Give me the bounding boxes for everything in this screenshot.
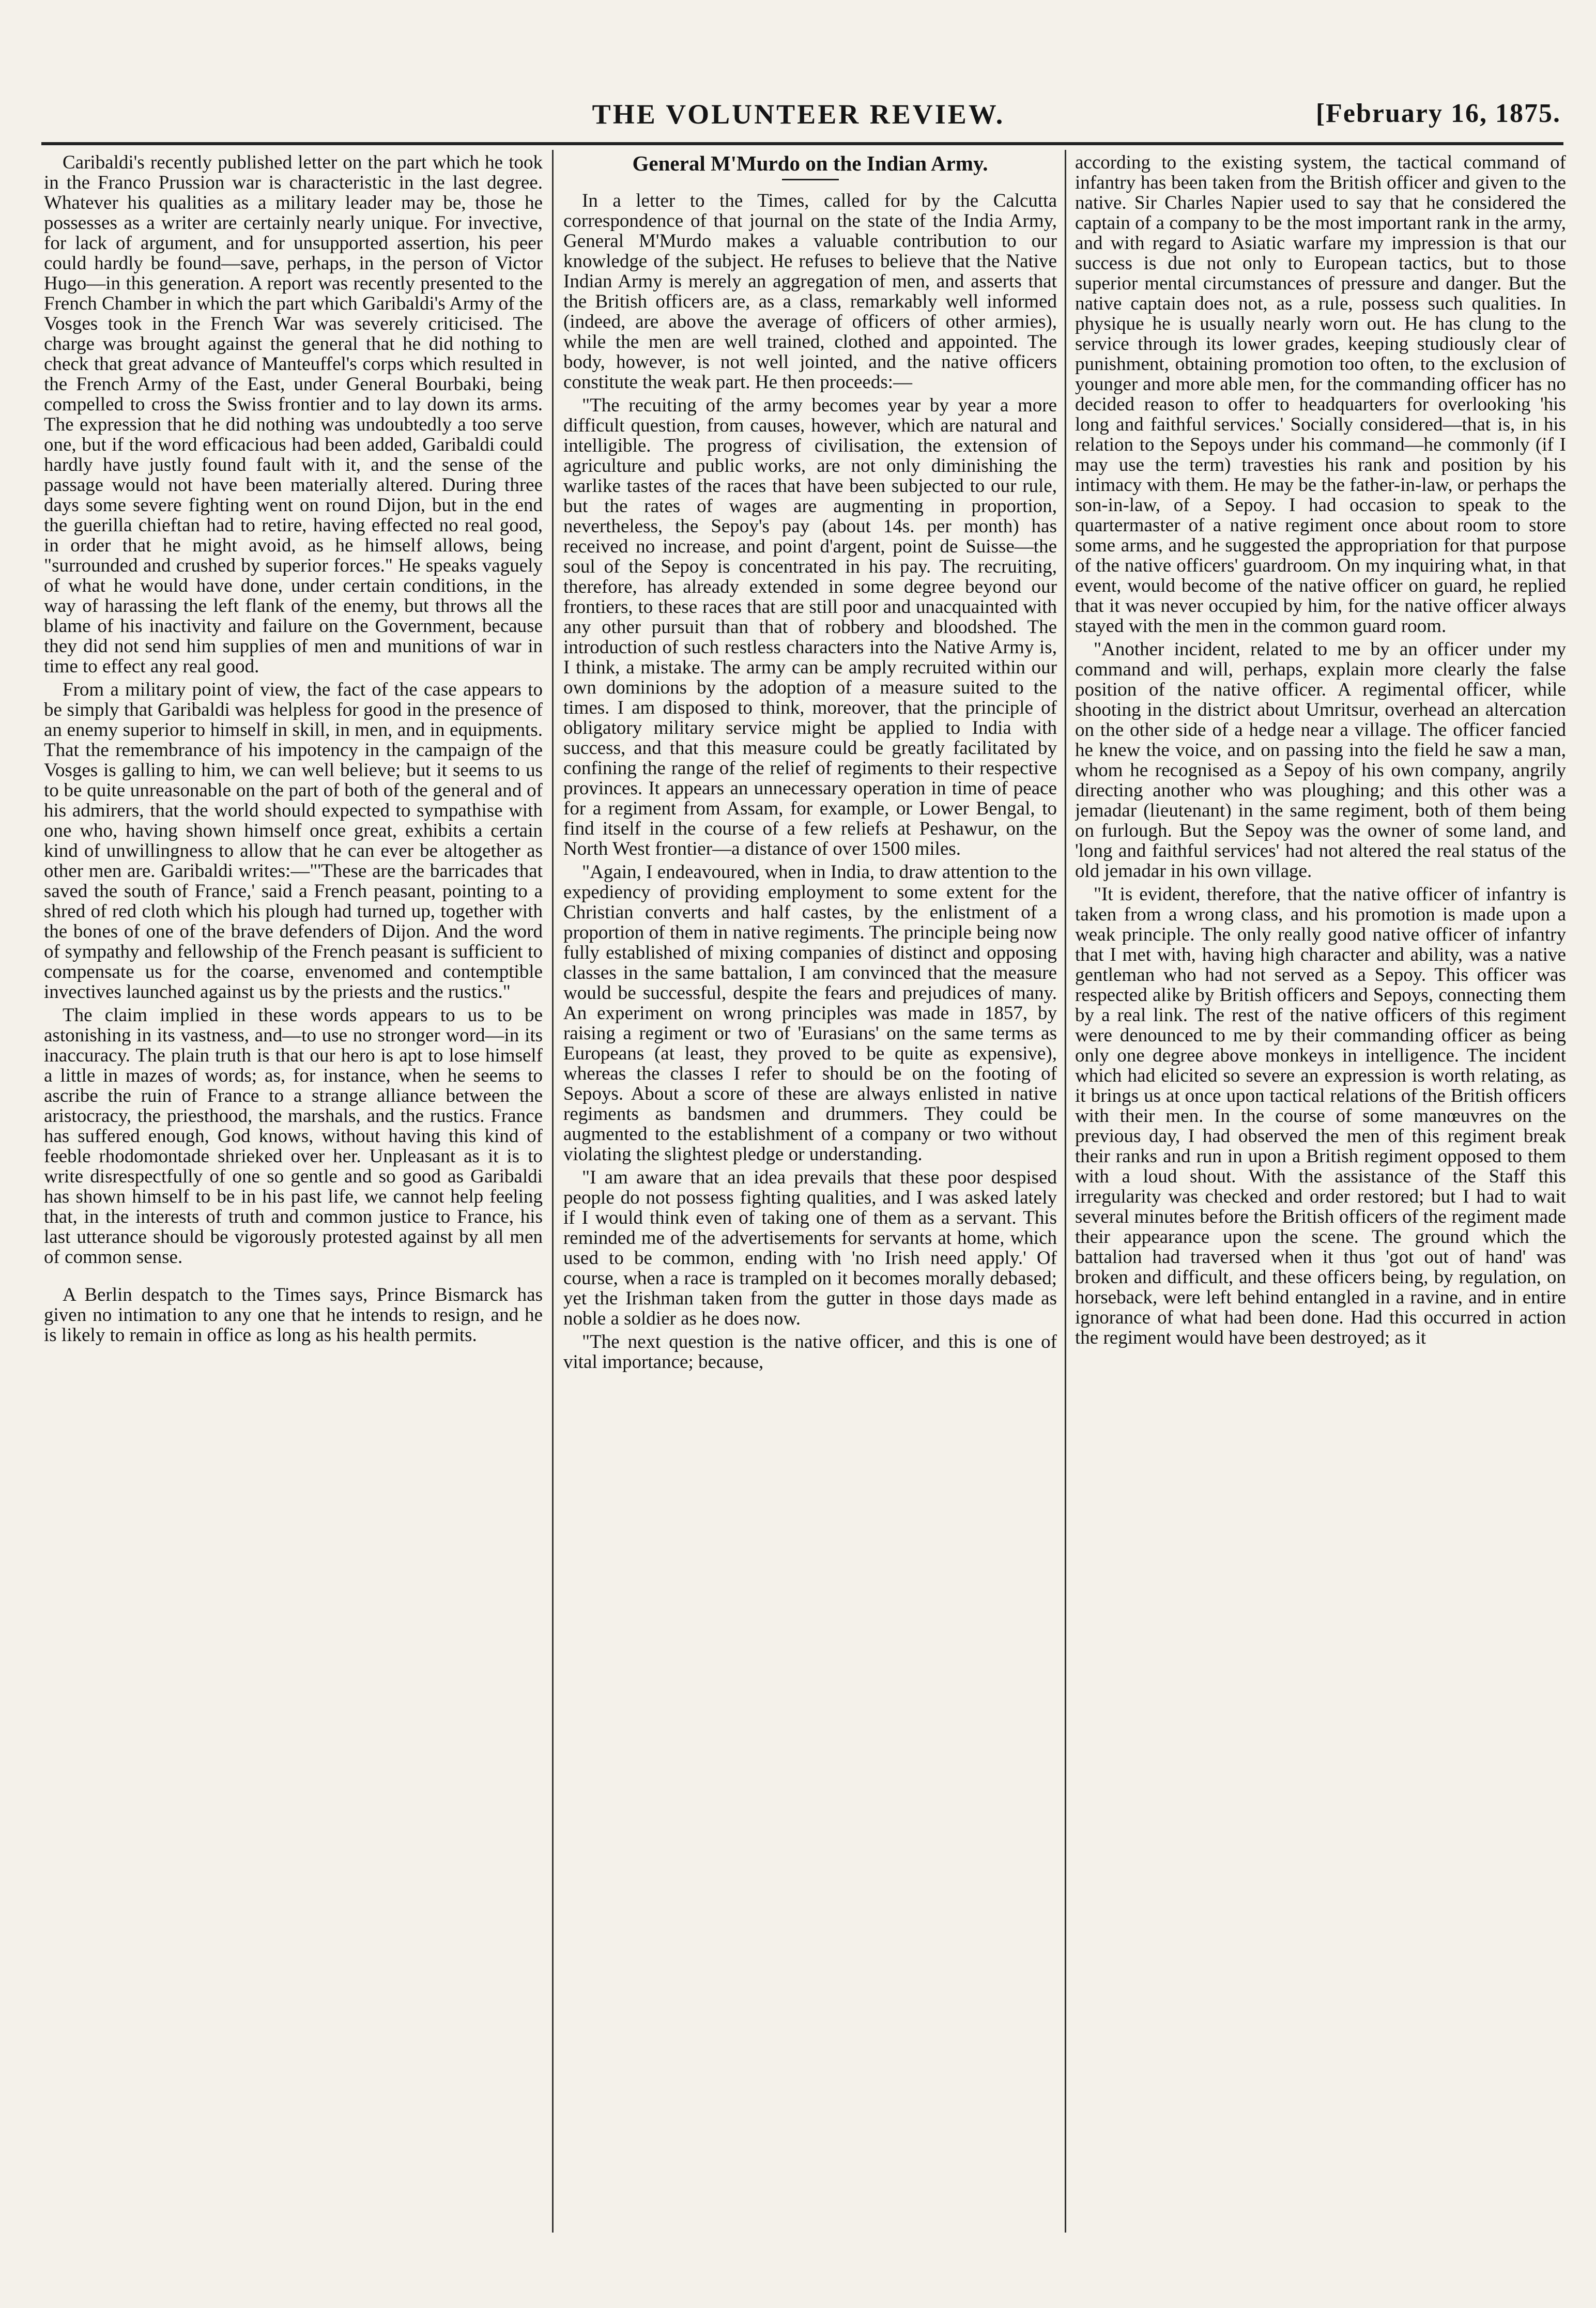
column-right	[1075, 152, 1566, 2230]
article-paragraph: "Another incident, related to me by an officer under my command and will, perhaps, explain more clearly the false position of the native officer. A regimental officer, while shooting in the district about Umritsur, overhead an altercation on the other side of a hedge near a village. The officer fancied he knew the voice, and on passing into the field he saw a man, whom he recognised as a Sepoy of his own company, angrily directing another who was ploughing; and this other was a jemadar (lieutenant) in the same regiment, both of them being on furlough. But the Sepoy was the owner of some land, and 'long and faithful services' had not altered the real status of the old jemadar in his own village.	[1075, 639, 1566, 882]
article-paragraph: "The next question is the native officer, and this is one of vital importance; because,	[563, 1331, 1057, 1373]
paragraph-gap	[44, 1270, 543, 1285]
garibaldi-paragraph: Caribaldi's recently published letter on the part which he took in the Franco Prussion war is characteristic in the last degree. Whatever his qualities as a military leader may be, those he possesses as a writer are certainly nearly unique. For invective, for lack of argument, and for unsupported assertion, his peer could hardly be found—save, perhaps, in the person of Victor Hugo—in this generation. A report was recently presented to the French Chamber in which the part which Garibaldi's Army of the Vosges took in the French War was severely criticised. The charge was brought against the general that he did nothing to check that great advance of Manteuffel's corps which resulted in the French Army of the East, under General Bourbaki, being compelled to cross the Swiss frontier and to lay down its arms. The expression that he did nothing was undoubtedly a too serve one, but if the word efficacious had been added, Garibaldi could hardly have justly found fault with it, and the sense of the passage would not have been materially altered. During three days some severe fighting went on round Dijon, but in the end the guerilla chieftan had to retire, having effected no real good, in order that he might avoid, as he himself allows, being "surrounded and crushed by superior forces." He speaks vaguely of what he would have done, under certain conditions, in the way of harassing the left flank of the enemy, but throws all the blame of his inactivity and failure on the Government, because they did not send him supplies of men and munitions of war in time to effect any real good.	[44, 152, 543, 677]
page-header	[36, 98, 1561, 140]
article-title: General M'Murdo on the Indian Army.	[632, 152, 988, 175]
column-divider	[1065, 150, 1066, 2233]
column-left	[44, 152, 543, 2230]
article-paragraph: "The recuiting of the army becomes year by year a more difficult question, from causes, however, which are natural and intelligible. The progress of civilisation, the extension of agriculture and public works, are not only diminishing the warlike tastes of the races that have been subjected to our rule, but the rates of wages are augmenting in proportion, nevertheless, the Sepoy's pay (about 14s. per month) has received no increase, and point d'argent, point de Suisse—the soul of the Sepoy is concentrated in his pay. The recruiting, therefore, has already extended in some degree beyond our frontiers, to these races that are still poor and unacquainted with any other pursuit than that of robbery and bloodshed. The introduction of such restless characters into the Native Army is, I think, a mistake. The army can be amply recruited within our own dominions by the adoption of a measure suited to the times. I am disposed to think, moreover, that the principle of obligatory military service might be applied to India with success, and that this measure could be greatly facilitated by confining the range of the relief of regiments to their respective provinces. It appears an unnecessary operation in time of peace for a regiment from Assam, for example, or Lower Bengal, to find itself in the course of a few reliefs at Peshawur, on the North West frontier—a distance of over 1500 miles.	[563, 395, 1057, 859]
column-middle	[563, 152, 1057, 2230]
article-paragraph: In a letter to the Times, called for by the Calcutta correspondence of that journal on the state of the India Army, General M'Murdo makes a valuable contribution to our knowledge of the subject. He refuses to believe that the Native Indian Army is merely an aggregation of men, and asserts that the British officers are, as a class, remarkably well informed (indeed, are above the average of officers of other armies), while the men are well trained, clothed and appointed. The body, however, is not well jointed, and the native officers constitute the weak part. He then proceeds:—	[563, 190, 1057, 393]
article-paragraph: "I am aware that an idea prevails that these poor despised people do not possess fighting qualities, and I was asked lately if I would think even of taking one of them as a servant. This reminded me of the advertisements for servants at home, which used to be common, ending with 'no Irish need apply.' Of course, when a race is trampled on it becomes morally debased; yet the Irishman taken from the gutter in those days made as noble a soldier as he does now.	[563, 1167, 1057, 1329]
column-divider	[552, 150, 554, 2233]
header-rule	[41, 142, 1563, 145]
article-paragraph: according to the existing system, the tactical command of infantry has been taken from the British officer and given to the native. Sir Charles Napier used to say that he considered the captain of a company to be the most important rank in the army, and with regard to Asiatic warfare my impression is that our success is due not only to European tactics, but to those superior mental circumstances of pressure and danger. But the native captain does not, as a rule, possess such qualities. In physique he is usually nearly worn out. He has clung to the service through its lower grades, keeping studiously clear of punishment, obtaining promotion too often, to the exclusion of younger and more able men, for the commanding officer has no decided reason to offer to headquarters for overlooking 'his long and faithful services.' Socially considered—that is, in his relation to the Sepoys under his command—he commonly (if I may use the term) travesties his rank and position by his intimacy with them. He may be the father-in-law, or perhaps the son-in-law, of a Sepoy. I had occasion to speak to the quartermaster of a native regiment once about room to store some arms, and he suggested the appropriation for that purpose of the native officers' guardroom. On my inquiring what, in that event, would become of the native officer on guard, he replied that it was never occupied by him, for the native officer always stayed with the men in the common guard room.	[1075, 152, 1566, 637]
bismarck-paragraph: A Berlin despatch to the Times says, Prince Bismarck has given no intimation to any one that he intends to resign, and he is likely to remain in office as long as his health permits.	[44, 1284, 543, 1346]
article-paragraph: "Again, I endeavoured, when in India, to draw attention to the expediency of providing employment to some extent for the Christian converts and half castes, by the enlistment of a proportion of them in native regiments. The principle being now fully established of mixing companies of distinct and opposing classes in the same battalion, I am convinced that the measure would be successful, despite the fears and prejudices of many. An experiment on wrong principles was made in 1857, by raising a regiment or two of 'Eurasians' on the same terms as Europeans (at least, they proved to be quite as expensive), whereas the classes I refer to should be on the footing of Sepoys. About a score of these are always enlisted in native regiments as bandsmen and drummers. They could be augmented to the establishment of a company or two without violating the slightest pledge or understanding.	[563, 861, 1057, 1165]
issue-date: [February 16, 1875.	[1315, 99, 1561, 128]
garibaldi-paragraph: The claim implied in these words appears to us to be astonishing in its vastness, and—to use no stronger word—in its inaccuracy. The plain truth is that our hero is apt to lose himself a little in mazes of words; as, for instance, when he seems to ascribe the ruin of France to a strange alliance between the aristocracy, the priesthood, the marshals, and the rustics. France has suffered enough, God knows, without having this kind of feeble rhodomontade shrieked over her. Unpleasant as it is to write disrespectfully of one so gentle and so good as Garibaldi has shown himself to be in his past life, we cannot help feeling that, in the interests of truth and common justice to France, his last utterance should be vigorously protested against by all men of common sense.	[44, 1005, 543, 1268]
masthead: THE VOLUNTEER REVIEW.	[592, 99, 1005, 130]
title-rule	[782, 179, 839, 180]
article-paragraph: "It is evident, therefore, that the native officer of infantry is taken from a wrong class, and his promotion is made upon a weak principle. The only really good native officer of infantry that I met with, having high character and ability, was a native gentleman who had not served as a Sepoy. This officer was respected alike by British officers and Sepoys, connecting them by a real link. The rest of the native officers of this regiment were denounced to me by their commanding officer as being only one degree above monkeys in intelligence. The incident which had elicited so severe an expression is worth relating, as it brings us at once upon tactical relations of the British officers with their men. In the course of some manœuvres on the previous day, I had observed the men of this regiment break their ranks and run in upon a British regiment opposed to them with a loud shout. With the assistance of the Staff this irregularity was checked and order restored; but I had to wait several minutes before the British officers of the regiment made their appearance upon the scene. The ground which the battalion had traversed when it thus 'got out of hand' was broken and difficult, and these officers being, by regulation, on horseback, were left behind entangled in a ravine, and in entire ignorance of what had been done. Had this occurred in action the regiment would have been destroyed; as it	[1075, 884, 1566, 1348]
garibaldi-paragraph: From a military point of view, the fact of the case appears to be simply that Garibaldi was helpless for good in the presence of an enemy superior to himself in skill, in men, and in equipments. That the remembrance of his impotency in the campaign of the Vosges is galling to him, we can well believe; but it seems to us to be quite unreasonable on the part of both of the general and of his admirers, that the world should expected to sympathise with one who, having shown himself once great, exhibits a certain kind of unwillingness to allow that he can ever be altogether as other men are. Garibaldi writes:—"'These are the barricades that saved the south of France,' said a French peasant, pointing to a shred of red cloth which his plough had turned up, together with the bones of one of the brave defenders of Dijon. And the word of sympathy and fellowship of the French peasant is sufficient to compensate us for the coarse, envenomed and contemptible invectives launched against us by the priests and the rustics."	[44, 679, 543, 1003]
